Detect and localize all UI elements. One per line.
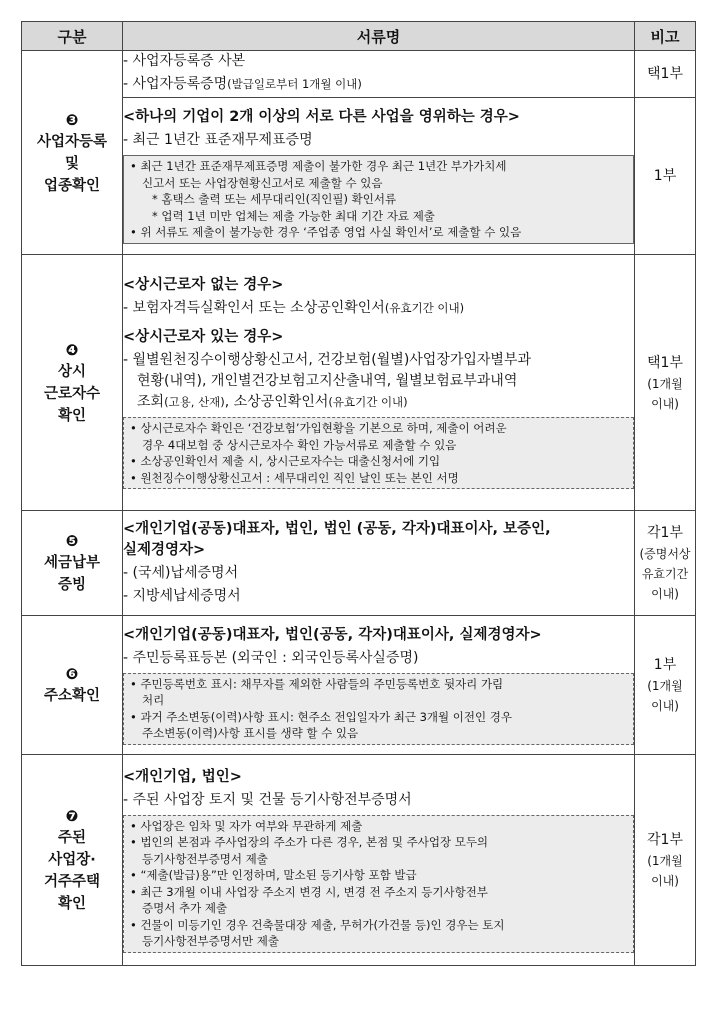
list-item: - 주된 사업장 토지 및 건물 등기사항전부증명서 bbox=[123, 791, 412, 808]
condition-title: <개인기업(공동)대표자, 법인, 법인 (공동, 각자)대표이사, 보증인, 실제경영자> bbox=[123, 520, 551, 558]
section-6-row bbox=[22, 616, 696, 755]
category-line: 근로자수 bbox=[43, 385, 101, 402]
section-5-remark: 각1부 (증명서상 유효기간 이내) bbox=[635, 511, 696, 616]
list-item: - (국세)납세증명서 bbox=[123, 564, 239, 581]
category-line: 및 bbox=[64, 155, 79, 172]
category-line: 증빙 bbox=[57, 577, 86, 593]
section-6-category bbox=[22, 616, 123, 755]
category-line: 사업장· bbox=[48, 852, 96, 868]
section-4-remark: 택1부 (1개월 이내) bbox=[635, 255, 696, 511]
condition-title: <하나의 기업이 2개 이상의 서로 다른 사업을 영위하는 경우> bbox=[123, 109, 520, 126]
section-4-documents bbox=[123, 255, 635, 511]
circled-number-5: ❺ bbox=[65, 532, 79, 550]
condition-title: <개인기업(공동)대표자, 법인(공동, 각자)대표이사, 실제경영자> bbox=[123, 626, 542, 643]
note-line: • 위 서류도 제출이 불가능한 경우 ‘주업종 영업 사실 확인서’로 제출할 수 있음 bbox=[130, 225, 522, 240]
section-7-remark: 각1부 (1개월 이내) bbox=[635, 755, 696, 966]
section-3-category bbox=[22, 51, 123, 255]
list-item: - 최근 1년간 표준재무제표증명 bbox=[123, 132, 313, 149]
section-5-row bbox=[22, 511, 696, 616]
section-3-row-b bbox=[22, 98, 696, 255]
list-item: - 사업자등록증 사본 bbox=[123, 53, 246, 69]
category-line: 상시 bbox=[57, 363, 86, 380]
section-5-category bbox=[22, 511, 123, 616]
note-line: * 업력 1년 미만 업체는 제출 가능한 최대 기간 자료 제출 bbox=[152, 208, 435, 223]
category-line: 세금납부 bbox=[43, 555, 101, 571]
note-line: • 소상공인확인서 제출 시, 상시근로자수는 대출신청서에 기입 bbox=[130, 454, 441, 468]
condition-title: <상시근로자 없는 경우> bbox=[123, 277, 284, 293]
category-line: 사업자등록 bbox=[36, 133, 108, 150]
category-line: 확인 bbox=[57, 407, 86, 424]
note-line: 처리 bbox=[142, 693, 165, 707]
required-documents-table bbox=[21, 21, 696, 966]
section-3-row-a bbox=[22, 51, 696, 98]
note-line: 주소변동(이력)사항 표시를 생략 할 수 있음 bbox=[142, 726, 359, 740]
note-line: 경우 4대보험 중 상시근로자수 확인 가능서류로 제출할 수 있음 bbox=[142, 437, 457, 452]
section-3-remark-a: 택1부 bbox=[635, 51, 696, 98]
header-category: 구분 bbox=[22, 22, 123, 51]
category-line: 주소확인 bbox=[43, 688, 101, 704]
section-5-documents bbox=[123, 511, 635, 616]
notes-box bbox=[123, 417, 634, 489]
note-line: • 상시근로자수 확인은 ‘건강보험’가입현황을 기본으로 하며, 제출이 어려운 bbox=[130, 421, 507, 435]
section-7-documents bbox=[123, 755, 635, 966]
note-line: • 최근 1년간 표준재무제표증명 제출이 불가한 경우 최근 1년간 부가가치세 bbox=[130, 159, 507, 174]
list-item: - 월별원천징수이행상황신고서, 건강보험(월별)사업장가입자별부과 현황(내역), 개인별건강보험고지산출내역, 월별보험료부과내역 조회(고용, 산재), 소상공인확인서(유효기간 이내) bbox=[123, 352, 531, 410]
section-6-documents bbox=[123, 616, 635, 755]
list-item: - 사업자등록증명(발급일로부터 1개월 이내) bbox=[123, 76, 362, 92]
list-item: - 주민등록표등본 (외국인 : 외국인등록사실증명) bbox=[123, 649, 419, 666]
circled-number-4: ❹ bbox=[65, 340, 79, 359]
note-line: • 과거 주소변동(이력)사항 표시: 현주소 전입일자가 최근 3개월 이전인 경우 bbox=[130, 709, 513, 724]
circled-number-6: ❻ bbox=[65, 665, 79, 683]
note-line: 등기사항전부증명서 제출 bbox=[142, 851, 268, 866]
notes-box bbox=[123, 155, 634, 244]
document bbox=[21, 21, 696, 966]
circled-number-3: ❸ bbox=[65, 110, 79, 129]
section-4-row bbox=[22, 255, 696, 511]
category-line: 거주주택 bbox=[43, 874, 101, 890]
category-line: 업종확인 bbox=[43, 177, 101, 194]
section-6-remark: 1부 (1개월 이내) bbox=[635, 616, 696, 755]
note-line: 신고서 또는 사업장현황신고서로 제출할 수 있음 bbox=[142, 175, 383, 190]
note-line: • 건물이 미등기인 경우 건축물대장 제출, 무허가(가건물 등)인 경우는 토지 bbox=[130, 917, 505, 932]
header-row bbox=[22, 22, 696, 51]
condition-title: <개인기업, 법인> bbox=[123, 768, 242, 785]
note-line: • 최근 3개월 이내 사업장 주소지 변경 시, 변경 전 주소지 등기사항전부 bbox=[130, 884, 488, 899]
notes-box bbox=[123, 815, 634, 953]
list-item: - 보험자격득실확인서 또는 소상공인확인서(유효기간 이내) bbox=[123, 300, 465, 316]
list-item: - 지방세납세증명서 bbox=[123, 587, 241, 604]
note-line: • 원천징수이행상황신고서 : 세무대리인 직인 날인 또는 본인 서명 bbox=[130, 470, 459, 485]
condition-title: <상시근로자 있는 경우> bbox=[123, 329, 284, 345]
header-document-name: 서류명 bbox=[123, 22, 635, 51]
section-7-row bbox=[22, 755, 696, 966]
section-4-category bbox=[22, 255, 123, 511]
section-7-category bbox=[22, 755, 123, 966]
section-3-remark-b: 1부 bbox=[635, 98, 696, 255]
section-3-documents-a bbox=[123, 51, 635, 98]
note-line: • 법인의 본점과 주사업장의 주소가 다른 경우, 본점 및 주사업장 모두의 bbox=[130, 835, 489, 849]
category-line: 확인 bbox=[57, 896, 86, 912]
header-remarks: 비고 bbox=[635, 22, 696, 51]
note-line: 증명서 추가 제출 bbox=[142, 901, 228, 915]
note-line: 등기사항전부증명서만 제출 bbox=[142, 934, 279, 948]
note-line: • “제출(발급)용”만 인정하며, 말소된 등기사항 포함 발급 bbox=[130, 868, 417, 882]
category-line: 주된 bbox=[57, 830, 86, 846]
note-line: • 주민등록번호 표시: 채무자를 제외한 사람들의 주민등록번호 뒷자리 가림 bbox=[130, 676, 504, 691]
note-line: * 홈택스 출력 또는 세무대리인(직인필) 확인서류 bbox=[152, 192, 397, 207]
circled-number-7: ❼ bbox=[65, 807, 79, 825]
section-3-documents-b bbox=[123, 98, 635, 255]
note-line: • 사업장은 임차 및 자가 여부와 무관하게 제출 bbox=[130, 818, 363, 833]
notes-box bbox=[123, 673, 634, 745]
